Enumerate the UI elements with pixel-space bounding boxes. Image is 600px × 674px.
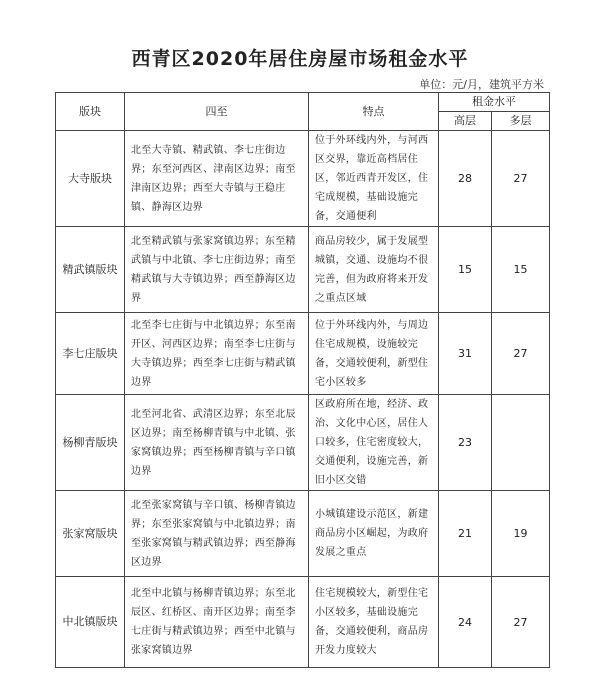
rent-high: 31 bbox=[439, 313, 492, 395]
rent-high: 21 bbox=[439, 491, 492, 577]
block-name: 张家窝版块 bbox=[56, 491, 125, 577]
table-row bbox=[56, 131, 550, 227]
rent-high: 24 bbox=[439, 577, 492, 668]
table-row bbox=[56, 313, 550, 395]
rent-multi: 15 bbox=[492, 227, 550, 313]
header-high: 高层 bbox=[439, 112, 492, 131]
block-name: 杨柳青版块 bbox=[56, 395, 125, 491]
bounds-text: 北至大寺镇、精武镇、李七庄街边界；东至河西区、津南区边界；南至津南区边界；西至大寺镇与王稳庄镇、静海区边界 bbox=[125, 131, 309, 227]
unit-note: 单位：元/月，建筑平方米 bbox=[419, 78, 544, 91]
table-row bbox=[56, 227, 550, 313]
rent-table bbox=[55, 92, 550, 668]
table-row bbox=[56, 395, 550, 491]
rent-high: 15 bbox=[439, 227, 492, 313]
features-text: 小城镇建设示范区，新建商品房小区崛起，为政府发展之重点 bbox=[309, 491, 439, 577]
rent-high: 28 bbox=[439, 131, 492, 227]
bounds-text: 北至张家窝镇与辛口镇、杨柳青镇边界；东至张家窝镇与中北镇边界；南至张家窝镇与精武镇边界；西至静海区边界 bbox=[125, 491, 309, 577]
header-multi: 多层 bbox=[492, 112, 550, 131]
rent-multi: 27 bbox=[492, 577, 550, 668]
header-bounds: 四至 bbox=[125, 93, 309, 131]
bounds-text: 北至中北镇与杨柳青镇边界；东至北辰区、红桥区、南开区边界；南至李七庄街与精武镇边界；西至中北镇与张家窝镇边界 bbox=[125, 577, 309, 668]
block-name: 精武镇版块 bbox=[56, 227, 125, 313]
table-row bbox=[56, 577, 550, 668]
rent-multi: 27 bbox=[492, 131, 550, 227]
bounds-text: 北至李七庄街与中北镇边界；东至南开区、河西区边界；南至李七庄街与大寺镇边界；西至李七庄街与精武镇边界 bbox=[125, 313, 309, 395]
header-block: 版块 bbox=[56, 93, 125, 131]
features-text: 区政府所在地，经济、政治、文化中心区，居住人口较多，住宅密度较大，交通便利，设施完善，新旧小区交错 bbox=[309, 395, 439, 491]
features-text: 商品房较少，属于发展型城镇，交通、设施均不很完善，但为政府将来开发之重点区域 bbox=[309, 227, 439, 313]
header-rent: 租金水平 bbox=[439, 93, 550, 112]
bounds-text: 北至河北省、武清区边界；东至北辰区边界；南至杨柳青镇与中北镇、张家窝镇边界；西至杨柳青镇与辛口镇边界 bbox=[125, 395, 309, 491]
block-name: 李七庄版块 bbox=[56, 313, 125, 395]
block-name: 大寺版块 bbox=[56, 131, 125, 227]
block-name: 中北镇版块 bbox=[56, 577, 125, 668]
bounds-text: 北至精武镇与张家窝镇边界；东至精武镇与中北镇、李七庄街边界；南至精武镇与大寺镇边界；西至静海区边界 bbox=[125, 227, 309, 313]
rent-multi: 27 bbox=[492, 313, 550, 395]
features-text: 住宅规模较大，新型住宅小区较多，基础设施完备，交通较便利，商品房开发力度较大 bbox=[309, 577, 439, 668]
features-text: 位于外环线内外，与周边住宅成规模，设施较完备，交通较便利，新型住宅小区较多 bbox=[309, 313, 439, 395]
features-text: 位于外环线内外，与河西区交界，靠近高档居住区，邻近西青开发区，住宅成规模，基础设施完备，交通便利 bbox=[309, 131, 439, 227]
rent-high: 23 bbox=[439, 395, 492, 491]
page-title: 西青区2020年居住房屋市场租金水平 bbox=[131, 48, 469, 70]
header-features: 特点 bbox=[309, 93, 439, 131]
rent-multi bbox=[492, 395, 550, 491]
rent-multi: 19 bbox=[492, 491, 550, 577]
table-row bbox=[56, 491, 550, 577]
